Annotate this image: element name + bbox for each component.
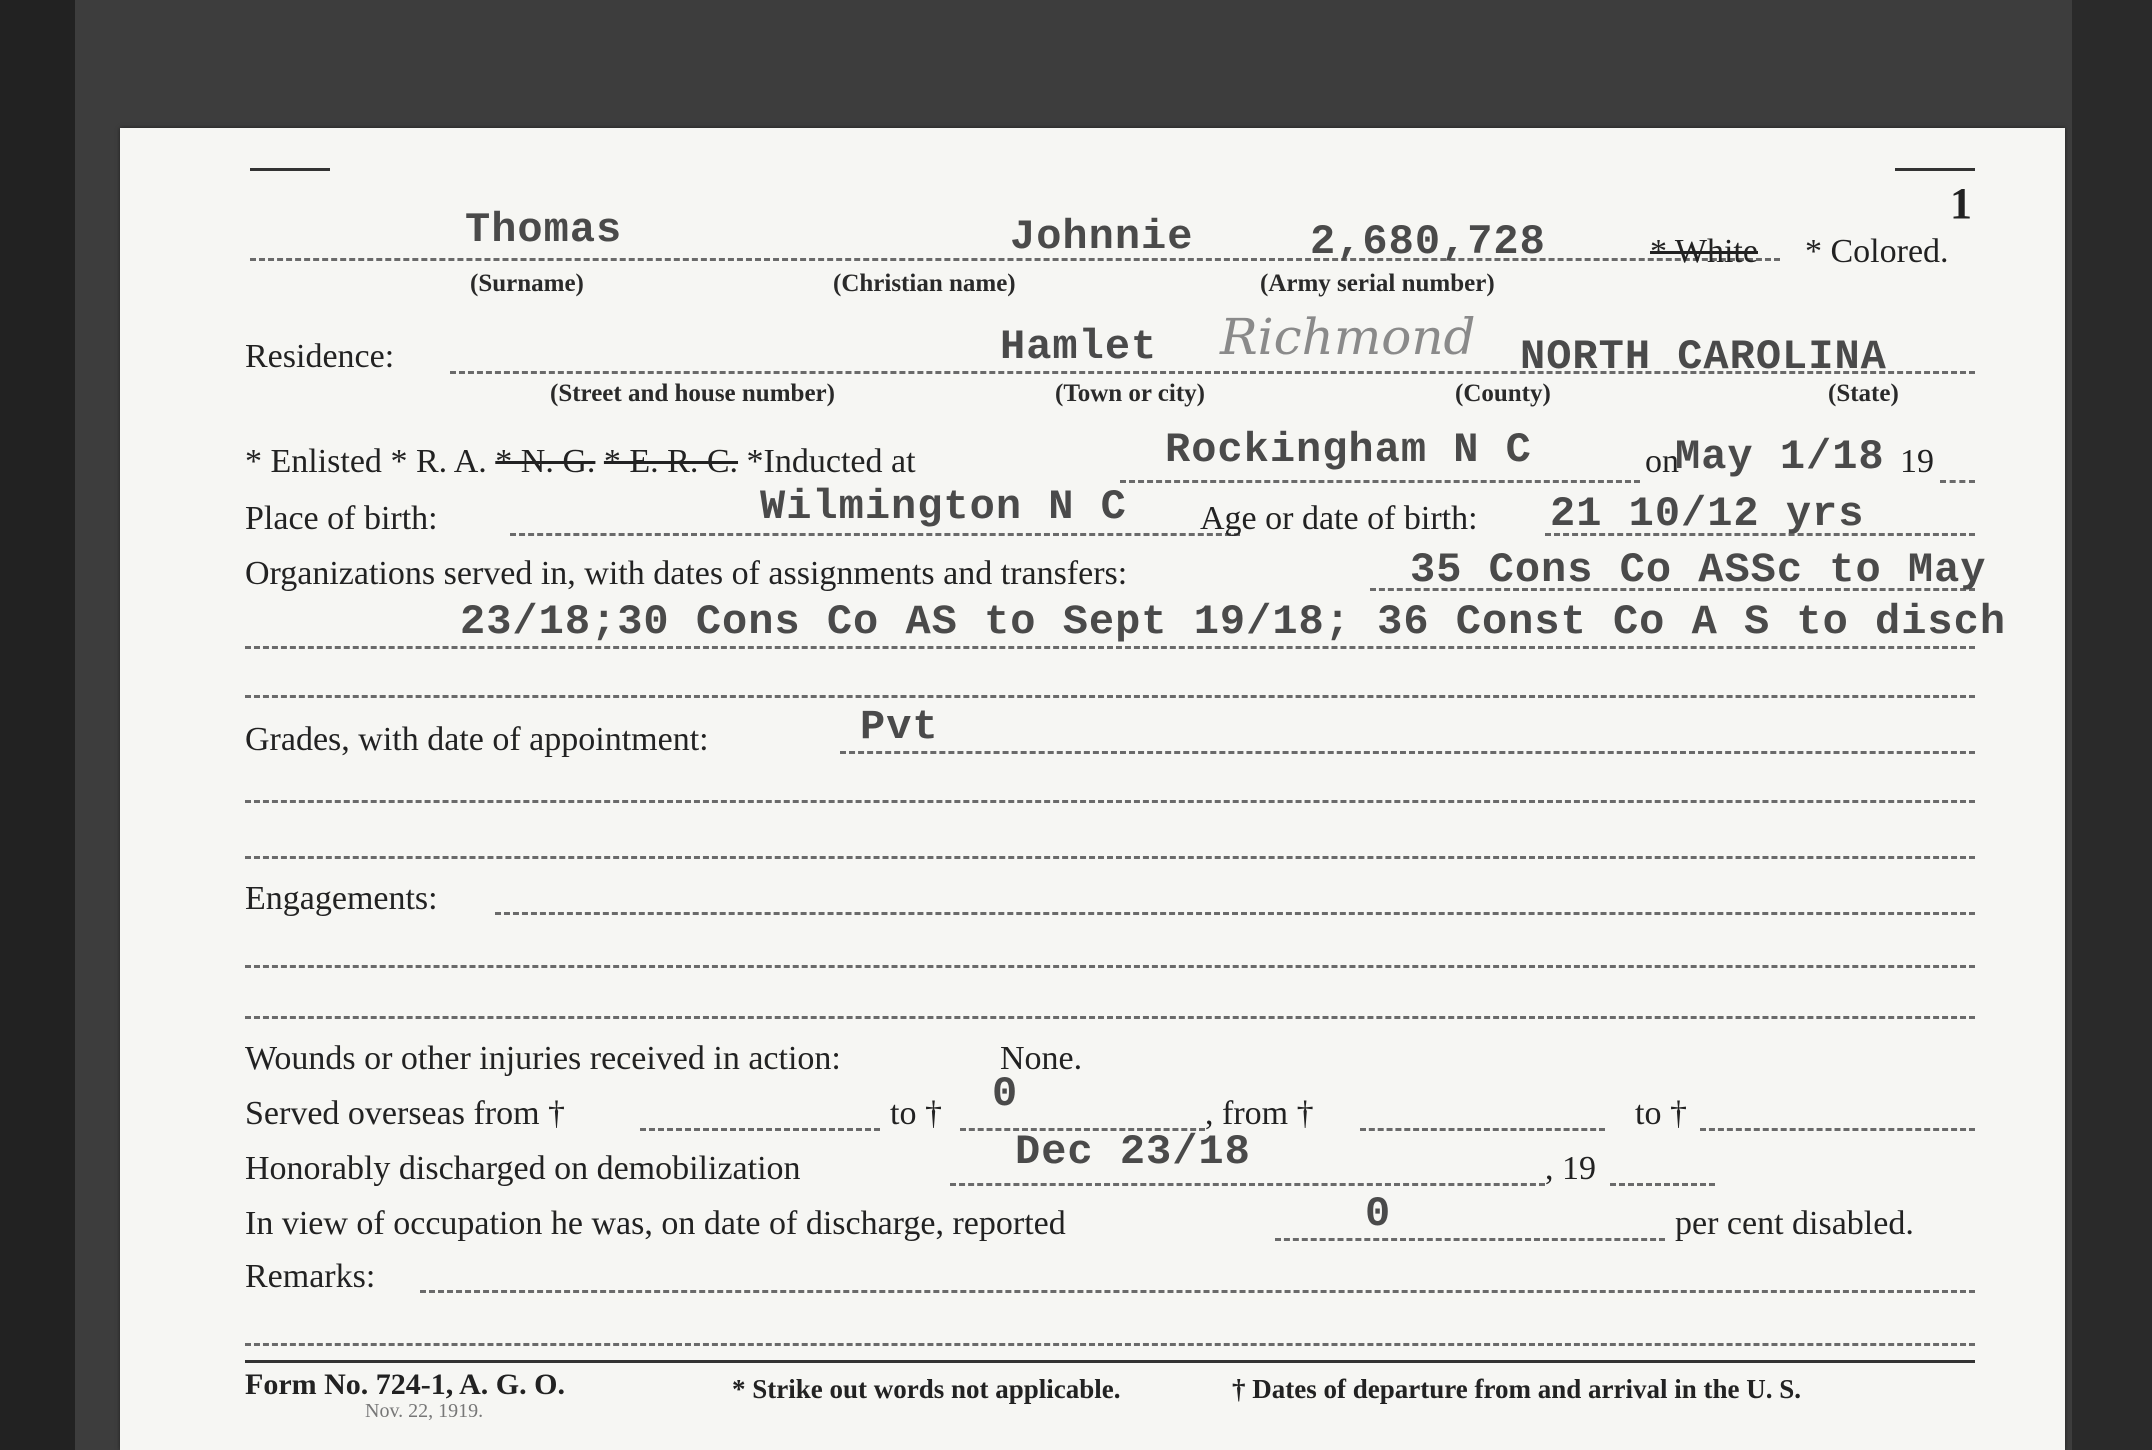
overseas-from-line: [640, 1128, 880, 1131]
discharge-year-line: [1610, 1183, 1715, 1186]
footer-note-strike: * Strike out words not applicable.: [732, 1374, 1121, 1404]
top-left-rule: [250, 168, 330, 171]
footer-rule: [245, 1360, 1975, 1363]
place-of-birth-line: [510, 533, 1240, 536]
residence-county: Richmond: [1220, 308, 1476, 366]
footer-note-dates: † Dates of departure from and arrival in the U. S.: [1232, 1374, 1801, 1404]
ra-option: * R. A.: [390, 443, 487, 480]
service-record-card: [120, 128, 2065, 1450]
age-label: Age or date of birth:: [1200, 500, 1478, 537]
disability-label: In view of occupation he was, on date of discharge, reported: [245, 1205, 1066, 1242]
engagements-line-1: [495, 912, 1975, 915]
overseas-to-label: to †: [890, 1095, 942, 1132]
overseas-from2-label: , from †: [1205, 1095, 1314, 1132]
inducted-year-suffix: 19: [1900, 443, 1934, 480]
organizations-label: Organizations served in, with dates of assignments and transfers:: [245, 555, 1128, 592]
residence-town: Hamlet: [1000, 323, 1158, 371]
overseas-to2-line: [1700, 1128, 1975, 1131]
disability-suffix: per cent disabled.: [1675, 1205, 1914, 1242]
inducted-date-value: May 1/18: [1675, 433, 1885, 481]
wounds-label: Wounds or other injuries received in action:: [245, 1040, 841, 1077]
disability-line: [1275, 1238, 1665, 1241]
inducted-at-value: Rockingham N C: [1165, 426, 1532, 474]
overseas-value: 0: [992, 1070, 1019, 1118]
remarks-line-2: [245, 1343, 1975, 1346]
street-caption: (Street and house number): [550, 380, 835, 407]
organizations-value-2: 23/18;30 Cons Co AS to Sept 19/18; 36 Const Co A S to disch: [460, 598, 2007, 646]
overseas-from2-line: [1360, 1128, 1605, 1131]
footer-form-date: Nov. 22, 1919.: [365, 1400, 484, 1422]
county-caption: (County): [1455, 380, 1551, 407]
enlisted-option: * Enlisted: [245, 443, 382, 480]
record-number: 1: [1950, 179, 1972, 228]
remarks-line-1: [420, 1290, 1975, 1293]
discharge-line: [950, 1183, 1545, 1186]
overseas-label: Served overseas from †: [245, 1095, 566, 1132]
inducted-on-label: on: [1645, 443, 1679, 480]
ng-option: * N. G.: [495, 443, 596, 480]
surname-value: Thomas: [465, 206, 623, 254]
christian-name-value: Johnnie: [1010, 213, 1194, 261]
organizations-line-2: [245, 646, 1975, 649]
organizations-value-1: 35 Cons Co ASSc to May: [1410, 546, 1987, 594]
wounds-value: None.: [1000, 1040, 1083, 1077]
engagements-label: Engagements:: [245, 880, 438, 917]
organizations-line-3: [245, 695, 1975, 698]
race-white: * White: [1650, 233, 1758, 270]
discharge-label: Honorably discharged on demobilization: [245, 1150, 801, 1187]
discharge-year-suffix: , 19: [1545, 1150, 1596, 1187]
grades-line-2: [245, 800, 1975, 803]
enlistment-row: [245, 443, 916, 481]
place-of-birth-value: Wilmington N C: [760, 483, 1127, 531]
inducted-option: *Inducted at: [746, 443, 916, 480]
scan-background-left: [0, 0, 75, 1450]
footer-form-number: Form No. 724-1, A. G. O.: [245, 1368, 565, 1401]
discharge-date-value: Dec 23/18: [1015, 1128, 1251, 1176]
christian-name-caption: (Christian name): [833, 270, 1016, 297]
grades-line-3: [245, 856, 1975, 859]
engagements-line-2: [245, 965, 1975, 968]
erc-option: * E. R. C.: [603, 443, 739, 480]
engagements-line-3: [245, 1016, 1975, 1019]
race-colored: * Colored.: [1805, 233, 1949, 270]
top-right-rule: [1895, 168, 1975, 171]
serial-number-value: 2,680,728: [1310, 218, 1546, 266]
inducted-year-line: [1940, 480, 1975, 483]
state-caption: (State): [1828, 380, 1899, 407]
surname-caption: (Surname): [470, 270, 584, 297]
residence-label: Residence:: [245, 338, 395, 375]
residence-state: NORTH CAROLINA: [1520, 333, 1887, 381]
remarks-label: Remarks:: [245, 1258, 376, 1295]
place-of-birth-label: Place of birth:: [245, 500, 438, 537]
grades-label: Grades, with date of appointment:: [245, 721, 709, 758]
disability-value: 0: [1365, 1190, 1392, 1238]
grades-value: Pvt: [860, 703, 939, 751]
grades-line-1: [840, 751, 1975, 754]
town-caption: (Town or city): [1055, 380, 1205, 407]
inducted-line: [1120, 480, 1640, 483]
age-value: 21 10/12 yrs: [1550, 490, 1865, 538]
overseas-to2-label: to †: [1635, 1095, 1687, 1132]
serial-number-caption: (Army serial number): [1260, 270, 1495, 297]
scan-background-right: [2072, 0, 2152, 1450]
